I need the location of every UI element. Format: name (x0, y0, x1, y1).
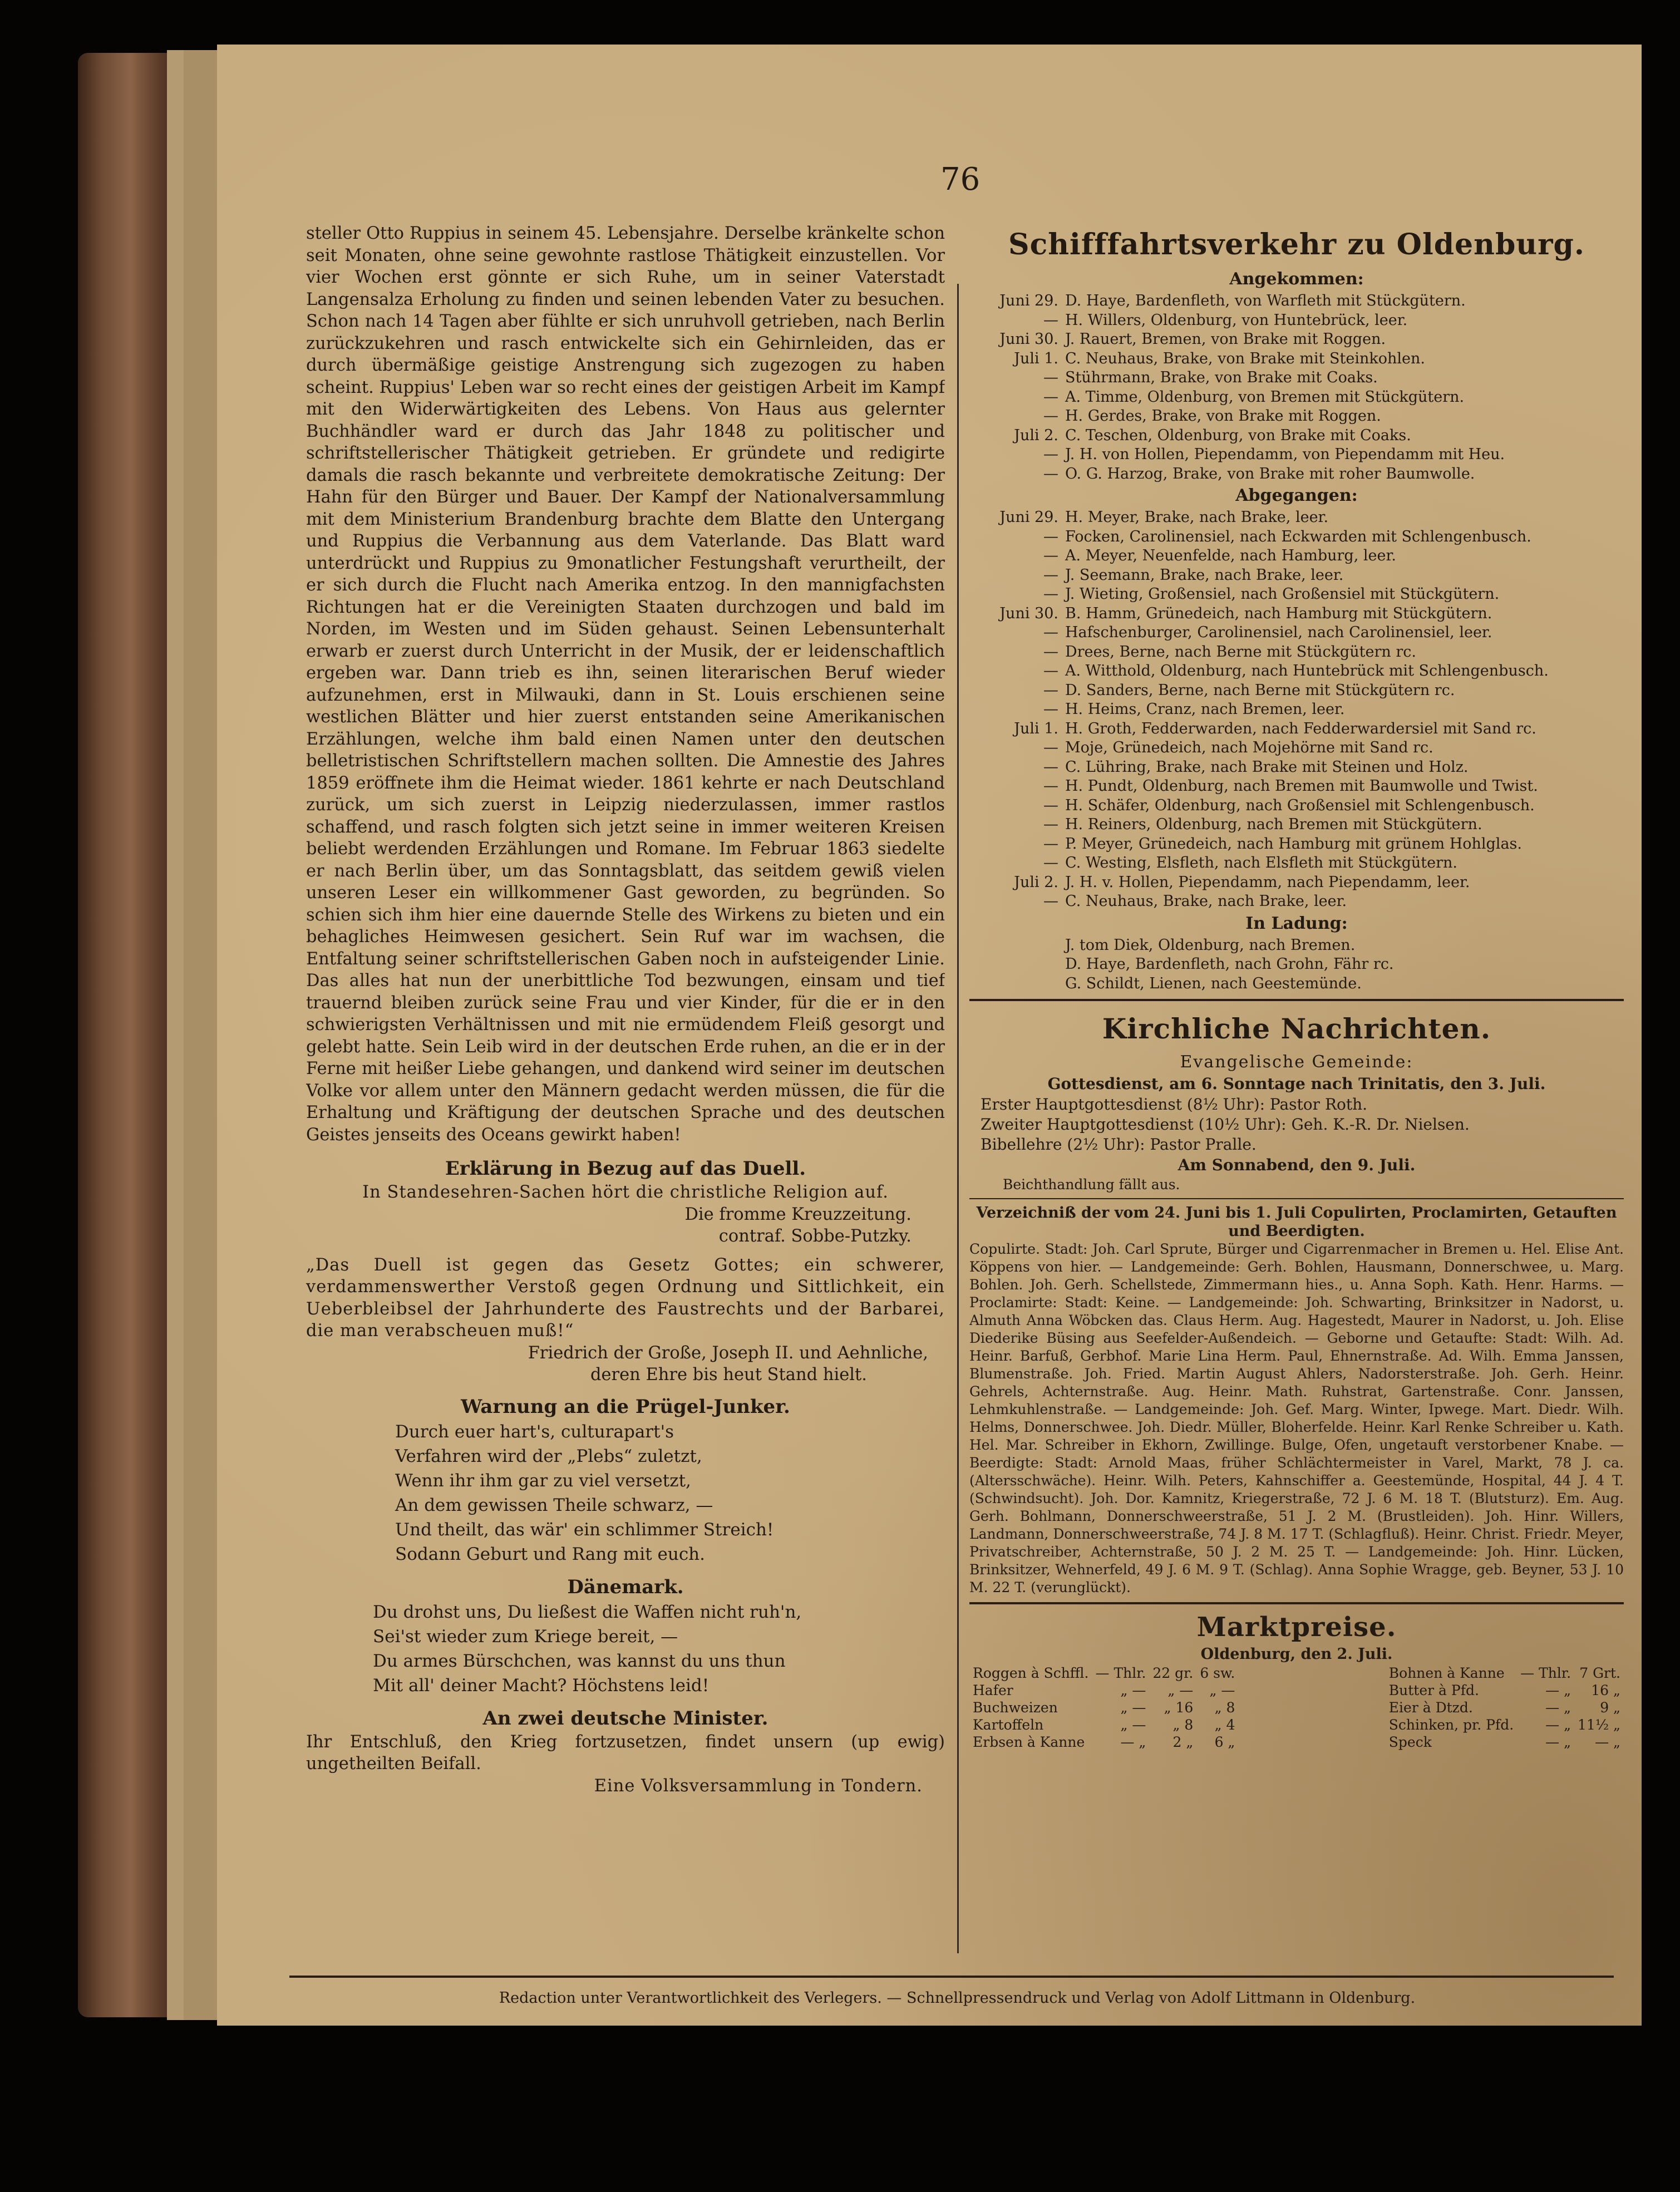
church-service: Gottesdienst, am 6. Sonntage nach Trinitatis, den 3. Juli. (1047, 1075, 1546, 1093)
section-rule (969, 1602, 1624, 1604)
shipping-text: J. Rauert, Bremen, von Brake mit Roggen. (1065, 331, 1386, 348)
shipping-date: — (1043, 758, 1058, 776)
shipping-date: — (1043, 388, 1058, 406)
church-beicht: Beichthandlung fällt aus. (1003, 1176, 1180, 1193)
duell-quote: „Das Duell ist gegen das Gesetz Gottes; ein schwerer, verdammenswerther Verstoß gegen Ordnung und Sittlichkeit, ein Ueberbleibsel der Jahrhunderte des Faustrechts und der Barbarei, die man verabscheuen muß!“ (306, 1255, 945, 1341)
shipping-entry (969, 508, 1624, 528)
arrived-list (969, 292, 1624, 484)
minister-text: Ihr Entschluß, den Krieg fortzusetzen, findet unsern (up ewig) ungetheilten Beifall. (306, 1732, 945, 1774)
shipping-entry (969, 700, 1624, 720)
shipping-text: P. Meyer, Grünedeich, nach Hamburg mit grünem Hohlglas. (1065, 835, 1522, 853)
shipping-entry (969, 546, 1624, 566)
shipping-text: H. Pundt, Oldenburg, nach Bremen mit Baumwolle und Twist. (1065, 777, 1538, 795)
shipping-entry (969, 292, 1624, 311)
shipping-text: Moje, Grünedeich, nach Mojehörne mit Sand rc. (1065, 739, 1433, 756)
market-cell: Buchweizen (973, 1700, 1058, 1716)
poem-line: Und theilt, das wär' ein schlimmer Streich! (395, 1519, 774, 1540)
shipping-text: J. Wieting, Großensiel, nach Großensiel mit Stückgütern. (1065, 585, 1500, 603)
market-cell: „ — (1120, 1682, 1146, 1698)
church-heading: Kirchliche Nachrichten. (1102, 1012, 1491, 1045)
market-cell: „ 4 (1214, 1717, 1235, 1733)
shipping-text: Drees, Berne, nach Berne mit Stückgütern rc. (1065, 643, 1416, 661)
shipping-date: — (1043, 796, 1058, 814)
duell-attribution-2: deren Ehre bis heut Stand hielt. (590, 1365, 867, 1385)
imprint-footer: Redaction unter Verantwortlichkeit des Verlegers. — Schnellpressendruck und Verlag von Adolf Littmann in Oldenburg. (499, 1989, 1416, 2007)
poem-line: Verfahren wird der „Plebs“ zuletzt, (395, 1446, 702, 1466)
warnung-poem (306, 1420, 945, 1567)
departed-list (969, 508, 1624, 912)
market-cell: 6 sw. (1200, 1665, 1235, 1681)
shipping-text: D. Haye, Bardenfleth, von Warfleth mit Stückgütern. (1065, 292, 1466, 309)
shipping-date: — (1043, 777, 1058, 795)
section-rule (969, 999, 1624, 1001)
shipping-text: D. Haye, Bardenfleth, nach Grohn, Fähr rc. (1065, 955, 1394, 973)
shipping-text: J. Seemann, Brake, nach Brake, leer. (1065, 566, 1344, 584)
market-cell: Erbsen à Kanne (973, 1734, 1085, 1750)
shipping-date: — (1043, 816, 1058, 833)
market-row (969, 1733, 1238, 1751)
shipping-text: C. Neuhaus, Brake, nach Brake, leer. (1065, 893, 1347, 910)
market-cell: „ — (1209, 1682, 1235, 1698)
market-row (1386, 1716, 1624, 1733)
market-cell: Hafer (973, 1682, 1013, 1698)
footer-rule (289, 1976, 1614, 1978)
market-row (1386, 1733, 1624, 1751)
poem-line: Mit all' deiner Macht? Höchstens leid! (373, 1675, 710, 1696)
market-cell: 6 „ (1214, 1734, 1235, 1750)
market-cell: Schinken, pr. Pfd. (1388, 1717, 1514, 1733)
shipping-text: B. Hamm, Grünedeich, nach Hamburg mit Stückgütern. (1065, 604, 1492, 622)
obituary-text: steller Otto Ruppius in seinem 45. Lebensjahre. Derselbe kränkelte schon seit Monaten, ohne seine gewohnte rastlose Thätigkeit einzustellen. Vor vier Wochen erst gönnte er sich Ruhe, um in seiner Vaterstadt Langensalza Erholung zu finden und seinen lebenden Vater zu besuchen. Schon nach 14 Tagen aber fühlte er sich unruhvoll getrieben, nach Berlin zurückzukehren und rasch entwickelte sich ein Gehirnleiden, das er durch übermäßige geistige Anstrengung sich zugezogen zu haben scheint. Ruppius' Leben war so recht eines der geistigen Arbeit im Kampf mit den Widerwärtigkeiten des Lebens. Von Haus aus gelernter Buchhändler ward er durch das Jahr 1848 zu politischer und schriftstellerischer Thätigkeit getrieben. Er gründete und redigirte damals die rasch bekannte und verbreitete demokratische Zeitung: Der Hahn für den Bürger und Bauer. Der Kampf der Nationalversammlung mit dem Ministerium Brandenburg brachte dem Blatte den Untergang und Ruppius die Verbannung aus dem Vaterlande. Das Blatt ward unterdrückt und Ruppius zu 9monatlicher Festungshaft verurtheilt, der er sich durch die Flucht nach Amerika entzog. In den mannigfachsten Richtungen hat er die Vereinigten Staaten durchzogen und bald im Norden, im Westen und im Süden gehaust. Seinen Lebensunterhalt erwarb er zuerst durch Unterricht in der Musik, der er leidenschaftlich ergeben war. Dann trieb es ihn, seinen literarischen Beruf wieder aufzunehmen, erst in Milwauki, dann in St. Louis erschienen seine westlichen Blätter und hier zuerst entstanden seine Amerikanischen Erzählungen, welche ihm bald einen Namen unter den deutschen belletristischen Schriftstellern machen sollten. Die Amnestie des Jahres 1859 eröffnete ihm die Heimat wieder. 1861 kehrte er nach Deutschland zurück, um sich zuerst in Leipzig niederzulassen, immer rastlos schaffend, und rasch folgten sich jetzt seine in immer weiteren Kreisen beliebt werdenden Erzählungen und Romane. Im Februar 1863 siedelte er nach Berlin über, um das Sonntagsblatt, das seitdem gewiß vielen unseren Leser ein willkommener Gast geworden, zu begründen. So schien sich ihm hier eine dauernde Stelle des Wirkens zu bieten und ein behagliches Heimwesen gesichert. Sein Ruf war im wachsen, die Entfaltung seiner schriftstellerischen Gaben noch in aufsteigender Linie. Das alles hat nun der unerbittliche Tod bezwungen, einsam und tief trauernd bleiben zurück seine Frau und vier Kinder, für die er in den schwierigsten Verhältnissen und mit nie ermüdendem Fleiß gesorgt und gelebt hatte. Sein Leib wird in der deutschen Erde ruhen, an die er in der Ferne mit heißer Liebe gehangen, und dankend wird seiner im deutschen Volke vor allem unter den Männern gedacht werden müssen, die für die Erhaltung und Kräftigung der deutschen Sprache und des deutschen Geistes jenseits des Oceans gewirkt haben! (306, 224, 945, 1145)
market-prices (969, 1664, 1624, 1751)
shipping-entry (969, 892, 1624, 912)
shipping-date: — (1043, 407, 1058, 425)
loading-list (969, 936, 1624, 994)
poem-line: Du drohst uns, Du ließest die Waffen nicht ruh'n, (373, 1602, 802, 1622)
shipping-date: Juli 2. (1014, 426, 1058, 444)
shipping-entry (969, 585, 1624, 604)
shipping-entry (969, 955, 1624, 974)
shipping-entry (969, 974, 1624, 994)
market-cell: 16 „ (1591, 1682, 1620, 1698)
shipping-text: A. Witthold, Oldenburg, nach Huntebrück mit Schlengenbusch. (1065, 662, 1549, 679)
shipping-date: Juli 1. (1014, 349, 1058, 367)
market-row (969, 1716, 1238, 1733)
page-number: 76 (940, 161, 981, 198)
shipping-entry (969, 604, 1624, 624)
market-cell: — „ (1545, 1682, 1571, 1698)
shipping-date: — (1043, 739, 1058, 756)
poem-line: Sei'st wieder zum Kriege bereit, — (373, 1626, 678, 1647)
shipping-entry (969, 445, 1624, 465)
shipping-text: J. H. von Hollen, Piependamm, von Piependamm mit Heu. (1065, 446, 1505, 463)
market-cell: „ 8 (1172, 1717, 1194, 1733)
shipping-entry (969, 311, 1624, 331)
market-row (969, 1699, 1238, 1716)
shipping-heading: Schifffahrtsverkehr zu Oldenburg. (1008, 228, 1585, 262)
newspaper-page (217, 45, 1642, 2026)
shipping-text: A. Timme, Oldenburg, von Bremen mit Stückgütern. (1065, 388, 1465, 406)
shipping-text: Stührmann, Brake, von Brake mit Coaks. (1065, 369, 1378, 386)
market-cell: 2 „ (1172, 1734, 1194, 1750)
shipping-text: H. Groth, Fedderwarden, nach Fedderwardersiel mit Sand rc. (1065, 720, 1536, 737)
shipping-date: — (1043, 662, 1058, 679)
shipping-text: C. Neuhaus, Brake, von Brake mit Steinkohlen. (1065, 349, 1425, 367)
shipping-date: — (1043, 643, 1058, 661)
loading-heading: In Ladung: (1245, 913, 1348, 933)
shipping-entry (969, 777, 1624, 796)
market-row (1386, 1682, 1624, 1699)
minister-heading: An zwei deutsche Minister. (482, 1707, 768, 1730)
shipping-entry (969, 623, 1624, 643)
shipping-entry (969, 330, 1624, 349)
shipping-text: A. Meyer, Neuenfelde, nach Hamburg, leer. (1065, 547, 1396, 564)
shipping-entry (969, 528, 1624, 547)
shipping-text: H. Meyer, Brake, nach Brake, leer. (1065, 509, 1329, 526)
shipping-date: — (1043, 835, 1058, 853)
market-cell: — „ (1120, 1734, 1146, 1750)
shipping-text: J. tom Diek, Oldenburg, nach Bremen. (1065, 936, 1356, 954)
poem-line: Du armes Bürschchen, was kannst du uns thun (373, 1651, 786, 1671)
shipping-entry (969, 368, 1624, 388)
church-line: Erster Hauptgottesdienst (8½ Uhr): Pastor Roth. (981, 1095, 1368, 1114)
shipping-entry (969, 815, 1624, 835)
shipping-date: — (1043, 854, 1058, 871)
shipping-date: — (1043, 701, 1058, 718)
shipping-date: — (1043, 311, 1058, 329)
market-table-left (969, 1664, 1238, 1751)
market-row (1386, 1699, 1624, 1716)
shipping-text: J. H. v. Hollen, Piependamm, nach Piependamm, leer. (1065, 873, 1470, 891)
shipping-entry (969, 720, 1624, 739)
market-cell: „ 8 (1214, 1700, 1235, 1716)
market-row (969, 1664, 1238, 1682)
market-cell: Roggen à Schffl. (973, 1665, 1089, 1681)
duell-source-2: contraf. Sobbe-Putzky. (718, 1226, 912, 1246)
shipping-entry (969, 936, 1624, 955)
shipping-entry (969, 407, 1624, 426)
market-cell: „ 16 (1164, 1700, 1194, 1716)
shipping-text: H. Reiners, Oldenburg, nach Bremen mit Stückgütern. (1065, 816, 1482, 833)
market-cell: — „ (1595, 1734, 1620, 1750)
daenemark-poem (306, 1600, 945, 1698)
duell-heading: Erklärung in Bezug auf das Duell. (445, 1157, 806, 1180)
shipping-entry (969, 738, 1624, 758)
shipping-text: D. Sanders, Berne, nach Berne mit Stückgütern rc. (1065, 681, 1455, 699)
departed-heading: Abgegangen: (1235, 486, 1358, 505)
market-row (1386, 1664, 1624, 1682)
market-cell: — „ (1545, 1734, 1571, 1750)
shipping-text: H. Schäfer, Oldenburg, nach Großensiel mit Schlengenbusch. (1065, 796, 1535, 814)
duell-line: In Standesehren-Sachen hört die christliche Religion auf. (362, 1183, 889, 1202)
market-cell: — „ (1545, 1717, 1571, 1733)
church-congregation: Evangelische Gemeinde: (1180, 1052, 1413, 1072)
market-cell: — Thlr. (1095, 1665, 1146, 1681)
register-heading: Verzeichniß der vom 24. Juni bis 1. Juli Copulirten, Proclamirten, Getauften und Beerdigten. (976, 1204, 1617, 1240)
poem-line: Durch euer hart's, culturapart's (395, 1421, 674, 1442)
market-subheading: Oldenburg, den 2. Juli. (1200, 1646, 1393, 1663)
shipping-text: Hafschenburger, Carolinensiel, nach Carolinensiel, leer. (1065, 624, 1492, 641)
shipping-date: — (1043, 585, 1058, 603)
shipping-entry (969, 566, 1624, 585)
shipping-date: — (1043, 624, 1058, 641)
shipping-date: — (1043, 446, 1058, 463)
shipping-date: Juli 2. (1014, 873, 1058, 891)
market-cell: 7 Grt. (1579, 1665, 1620, 1681)
minister-signature: Eine Volksversammlung in Tondern. (594, 1776, 923, 1796)
shipping-text: O. G. Harzog, Brake, von Brake mit roher Baumwolle. (1065, 465, 1475, 482)
duell-attribution: Friedrich der Große, Joseph II. und Aehnliche, (528, 1343, 928, 1363)
shipping-entry (969, 681, 1624, 701)
column-divider (957, 284, 959, 1953)
shipping-text: C. Lühring, Brake, nach Brake mit Steinen und Holz. (1065, 758, 1469, 776)
market-cell: Kartoffeln (973, 1717, 1044, 1733)
market-cell: 11½ „ (1578, 1717, 1620, 1733)
market-cell: Butter à Pfd. (1388, 1682, 1479, 1698)
shipping-date: — (1043, 369, 1058, 386)
shipping-entry (969, 873, 1624, 893)
warnung-heading: Warnung an die Prügel-Junker. (461, 1395, 790, 1418)
market-cell: „ — (1120, 1717, 1146, 1733)
shipping-text: H. Heims, Cranz, nach Bremen, leer. (1065, 701, 1345, 718)
shipping-date: Juni 29. (999, 292, 1058, 309)
shipping-date: — (1043, 893, 1058, 910)
church-line: Bibellehre (2½ Uhr): Pastor Pralle. (981, 1135, 1257, 1154)
shipping-entry (969, 643, 1624, 662)
shipping-date: Juni 30. (999, 604, 1058, 622)
shipping-date: Juli 1. (1014, 720, 1058, 737)
shipping-text: C. Teschen, Oldenburg, von Brake mit Coaks. (1065, 426, 1411, 444)
shipping-entry (969, 426, 1624, 446)
shipping-date: — (1043, 547, 1058, 564)
shipping-text: Focken, Carolinensiel, nach Eckwarden mit Schlengenbusch. (1065, 528, 1531, 545)
shipping-date: — (1043, 681, 1058, 699)
shipping-text: C. Westing, Elsfleth, nach Elsfleth mit Stückgütern. (1065, 854, 1458, 871)
market-table-right (1386, 1664, 1624, 1751)
market-cell: Eier à Dtzd. (1388, 1700, 1473, 1716)
market-cell: — „ (1545, 1700, 1571, 1716)
poem-line: An dem gewissen Theile schwarz, — (395, 1495, 713, 1515)
market-cell: Speck (1388, 1734, 1432, 1750)
market-cell: „ — (1167, 1682, 1194, 1698)
market-cell: 9 „ (1600, 1700, 1620, 1716)
shipping-entry (969, 662, 1624, 681)
shipping-entry (969, 796, 1624, 816)
arrived-heading: Angekommen: (1229, 269, 1364, 289)
shipping-entry (969, 465, 1624, 484)
market-heading: Marktpreise. (1196, 1612, 1397, 1643)
shipping-text: G. Schildt, Lienen, nach Geestemünde. (1065, 974, 1362, 992)
church-line: Zweiter Hauptgottesdienst (10½ Uhr): Geh. K.-R. Dr. Nielsen. (981, 1115, 1470, 1134)
daenemark-heading: Dänemark. (567, 1575, 684, 1598)
shipping-entry (969, 758, 1624, 777)
shipping-date: — (1043, 566, 1058, 584)
section-rule (969, 1198, 1624, 1199)
market-cell: „ — (1120, 1700, 1146, 1716)
register-text: Copulirte. Stadt: Joh. Carl Sprute, Bürger und Cigarrenmacher in Bremen u. Hel. Elise Ant. Köppens von hier. — Landgemeinde: Gerh. Bohlen, Hausmann, Donnerschwee, u. Marg. Bohlen. Joh. Gerh. Schellstede, Zimmermann hies., u. Anna Soph. Kath. Henr. Harms. — Proclamirte: Stadt: Keine. — Landgemeinde: Joh. Schwarting, Brinksitzer in Nadorst, u. Almuth Anna Wöbcken das. Claus Herm. Aug. Hagestedt, Maurer in Nadorst, u. Joh. Elise Diederike Büsing aus Seefelder-Außendeich. — Geborne und Getaufte: Stadt: Wilh. Ad. Heinr. Barfuß, Gerbhof. Marie Lina Herm. Paul, Ehnernstraße. Ad. Wilh. Emma Janssen, Blumenstraße. Joh. Fried. Martin August Ahlers, Nadorsterstraße. Joh. Gerh. Heinr. Gehrels, Achternstraße. Aug. Heinr. Math. Ruhstrat, Gartenstraße. Conr. Janssen, Lehmkuhlenstraße. — Landgemeinde: Joh. Gef. Marg. Winter, Ipwege. Mart. Diedr. Wilh. Helms, Donnerschwee. Joh. Diedr. Müller, Bloherfelde. Heinr. Karl Renke Schreiber u. Kath. Hel. Mar. Schreiber in Ekhorn, Zwillinge. Bulge, Ofen, ungetauft verstorbener Knabe. — Beerdigte: Stadt: Arnold Maas, früher Schlächtermeister in Varel, Markt, 78 J. ca. (Altersschwäche). Heinr. Wilh. Peters, Kahnschiffer a. Geestemünde, Hospital, 44 J. 4 T. (Schwindsucht). Joh. Dor. Kamnitz, Kriegerstraße, 72 J. 6 M. 18 T. (Blutsturz). Em. Aug. Gerh. Bohlmann, Donnerschweerstraße, 51 J. 2 M. (Brustleiden). Joh. Hinr. Willers, Landmann, Donnerschweerstraße, 74 J. 8 M. 17 T. (Schlagfluß). Heinr. Christ. Friedr. Meyer, Privatschreiber, Achternstraße, 50 J. 2 M. 25 T. — Landgemeinde: Joh. Hinr. Lücken, Brinksitzer, Wehnerfeld, 49 J. 6 M. 9 T. (Schlag). Anna Sophie Wragge, geb. Beyner, 53 J. 10 M. 22 T. (verunglückt). (969, 1241, 1624, 1595)
market-row (969, 1682, 1238, 1699)
market-cell: Bohnen à Kanne (1388, 1665, 1505, 1681)
duell-source: Die fromme Kreuzzeitung. (684, 1204, 912, 1224)
poem-line: Wenn ihr ihm gar zu viel versetzt, (395, 1470, 691, 1491)
shipping-date: Juni 30. (999, 331, 1058, 348)
shipping-entry (969, 388, 1624, 407)
shipping-date: Juni 29. (999, 509, 1058, 526)
left-column (306, 223, 945, 1976)
shipping-date: — (1043, 528, 1058, 545)
market-cell: — Thlr. (1520, 1665, 1571, 1681)
shipping-entry (969, 835, 1624, 854)
shipping-entry (969, 854, 1624, 873)
shipping-date: — (1043, 465, 1058, 482)
right-column (969, 223, 1624, 1976)
shipping-entry (969, 349, 1624, 369)
market-cell: 22 gr. (1152, 1665, 1194, 1681)
shipping-text: H. Gerdes, Brake, von Brake mit Roggen. (1065, 407, 1381, 425)
poem-line: Sodann Geburt und Rang mit euch. (395, 1544, 706, 1564)
shipping-text: H. Willers, Oldenburg, von Huntebrück, leer. (1065, 311, 1408, 329)
church-saturday: Am Sonnabend, den 9. Juli. (1178, 1156, 1416, 1174)
